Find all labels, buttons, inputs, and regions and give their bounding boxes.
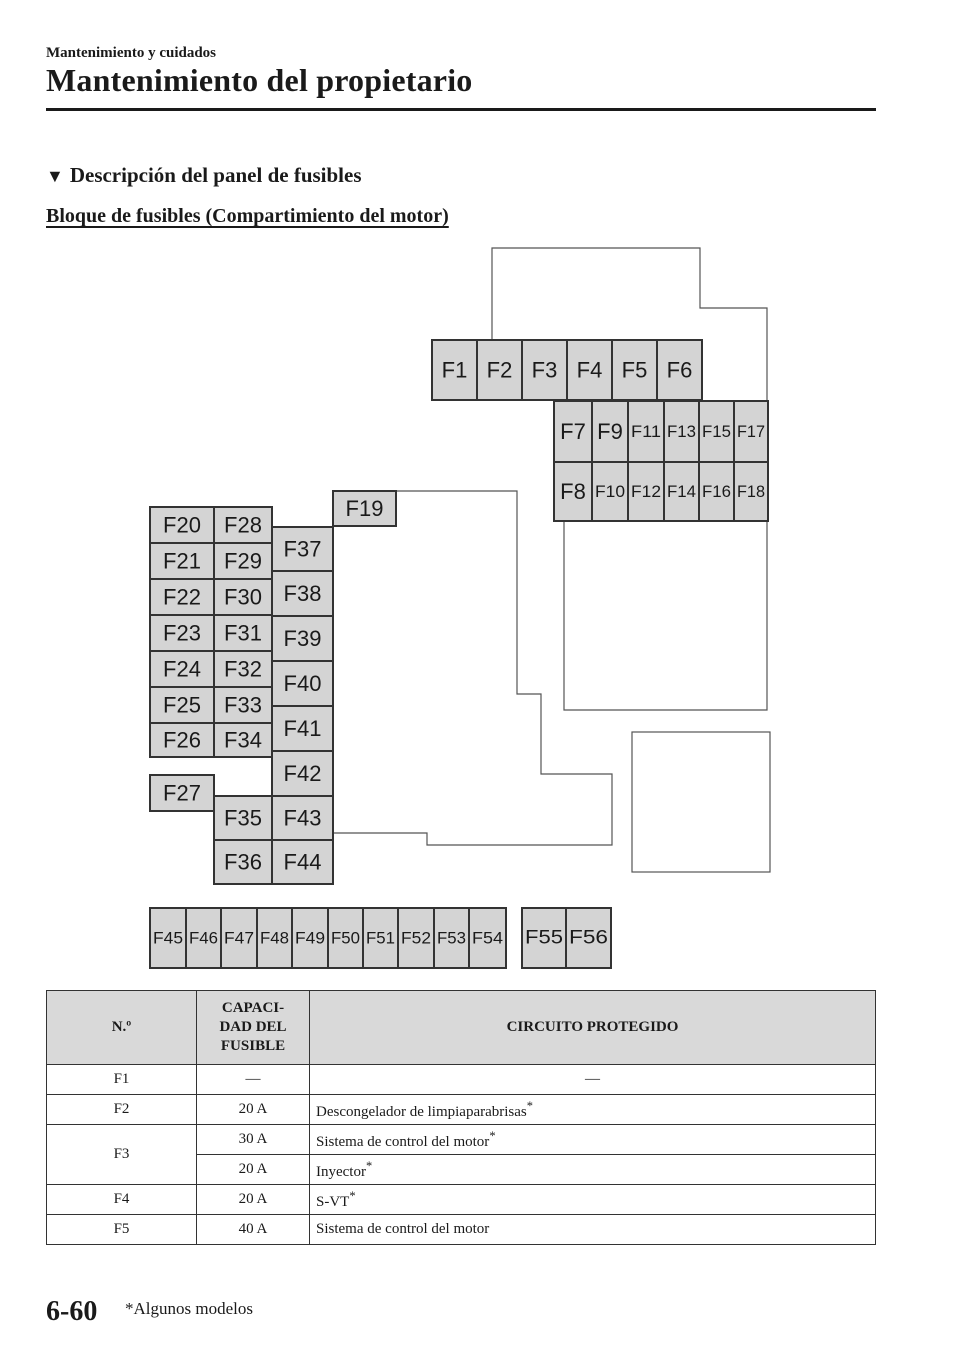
fuse-label: F43 xyxy=(283,805,322,831)
table-row xyxy=(47,1215,876,1245)
cell-capacity: 20 A xyxy=(197,1095,310,1125)
fuse-label: F15 xyxy=(702,422,731,441)
page-title: Mantenimiento del propietario xyxy=(46,62,473,98)
fuse-label: F14 xyxy=(667,482,696,501)
fuse-f34 xyxy=(214,723,272,757)
table-row xyxy=(47,1125,876,1155)
circuit-text: Sistema de control del motor xyxy=(316,1133,490,1150)
fuse-f1 xyxy=(432,340,477,400)
fuse-label: F20 xyxy=(163,512,201,538)
fuse-label: F37 xyxy=(283,536,322,562)
fuse-label: F19 xyxy=(345,496,384,521)
fuse-label: F3 xyxy=(531,357,558,383)
fuse-label: F29 xyxy=(224,548,262,574)
fuse-label: F2 xyxy=(486,357,513,383)
fuse-label: F45 xyxy=(153,928,183,948)
cell-capacity: 20 A xyxy=(197,1185,310,1215)
fuse-f41 xyxy=(272,706,333,751)
fuse-f23 xyxy=(150,615,214,651)
fuse-f53 xyxy=(434,908,469,968)
fuse-f19 xyxy=(333,491,396,526)
fuse-label: F7 xyxy=(560,419,586,444)
fuse-label: F6 xyxy=(666,357,693,383)
fuse-f15 xyxy=(699,401,734,462)
cell-no: F2 xyxy=(47,1095,197,1125)
fuse-label: F30 xyxy=(224,584,262,610)
fuse-f45 xyxy=(150,908,186,968)
fuse-label: F41 xyxy=(283,716,322,741)
fuse-label: F8 xyxy=(560,479,586,504)
fuse-f30 xyxy=(214,579,272,615)
relay-outline xyxy=(632,732,770,872)
fuse-label: F52 xyxy=(401,928,431,948)
fuse-label: F51 xyxy=(366,928,395,948)
cell-capacity: 20 A xyxy=(197,1155,310,1185)
fuse-f25 xyxy=(150,687,214,723)
fuse-f28 xyxy=(214,507,272,543)
fuse-label: F9 xyxy=(597,419,623,444)
fuse-f37 xyxy=(272,527,333,571)
fuse-f10 xyxy=(592,462,628,521)
fuse-label: F21 xyxy=(163,548,201,574)
fuse-f35 xyxy=(214,796,272,840)
circuit-text: Descongelador de limpiaparabrisas xyxy=(316,1103,527,1120)
page-number: 6-60 xyxy=(46,1296,98,1327)
cell-circuit xyxy=(310,1155,876,1185)
fuse-label: F44 xyxy=(283,849,322,875)
fuse-f13 xyxy=(664,401,699,462)
fuse-f8 xyxy=(554,462,592,521)
fuse-f24 xyxy=(150,651,214,687)
cell-capacity: — xyxy=(197,1065,310,1095)
fuse-f50 xyxy=(328,908,363,968)
footnote-marker: * xyxy=(349,1188,356,1203)
cell-capacity: 30 A xyxy=(197,1125,310,1155)
fuse-label: F23 xyxy=(163,620,201,646)
fuse-label: F49 xyxy=(295,928,325,948)
triangle-down-icon: ▼ xyxy=(46,166,64,186)
fuse-f6 xyxy=(657,340,702,400)
fuse-f44 xyxy=(272,840,333,884)
fuse-label: F56 xyxy=(569,927,608,949)
footnote-marker: * xyxy=(489,1128,496,1143)
table-header-row xyxy=(47,991,876,1065)
fuse-label: F1 xyxy=(441,357,468,383)
fuse-label: F42 xyxy=(283,761,322,786)
cell-circuit: — xyxy=(310,1065,876,1095)
fuse-f9 xyxy=(592,401,628,462)
fuse-f26 xyxy=(150,723,214,757)
fuse-label: F48 xyxy=(260,928,289,948)
fuse-f47 xyxy=(221,908,257,968)
housing-outline-middle xyxy=(333,491,612,845)
fuse-group xyxy=(150,340,768,968)
fuse-label: F27 xyxy=(163,780,201,806)
fuse-label: F38 xyxy=(283,581,322,606)
fuse-f11 xyxy=(628,401,664,462)
fuse-label: F11 xyxy=(631,422,661,441)
fuse-f3 xyxy=(522,340,567,400)
fuse-label: F34 xyxy=(224,727,262,753)
fuse-f51 xyxy=(363,908,398,968)
cell-circuit xyxy=(310,1185,876,1215)
header-capacity xyxy=(197,991,310,1065)
fuse-f2 xyxy=(477,340,522,400)
fuse-label: F5 xyxy=(621,357,648,383)
cell-no: F4 xyxy=(47,1185,197,1215)
fuse-label: F33 xyxy=(224,692,262,718)
fuse-f38 xyxy=(272,571,333,616)
cell-circuit xyxy=(310,1125,876,1155)
fuse-f33 xyxy=(214,687,272,723)
footnote-marker: * xyxy=(526,1098,534,1113)
table-row xyxy=(47,1185,876,1215)
fuse-f36 xyxy=(214,840,272,884)
fuse-label: F32 xyxy=(224,656,262,682)
fuse-f32 xyxy=(214,651,272,687)
fuse-f12 xyxy=(628,462,664,521)
fuse-f7 xyxy=(554,401,592,462)
fuse-f17 xyxy=(734,401,768,462)
fuse-label: F16 xyxy=(702,482,731,501)
fuse-f52 xyxy=(398,908,434,968)
fuse-label: F35 xyxy=(224,805,262,831)
fuse-label: F50 xyxy=(331,928,360,948)
fuse-label: F26 xyxy=(163,727,201,753)
header-capacity-line: DAD DEL xyxy=(219,1019,287,1036)
fuse-f40 xyxy=(272,661,333,706)
fuse-f39 xyxy=(272,616,333,661)
fuse-f56 xyxy=(566,908,611,968)
fuse-f16 xyxy=(699,462,734,521)
fuse-f43 xyxy=(272,796,333,840)
fuse-label: F46 xyxy=(189,928,218,948)
circuit-text: S-VT xyxy=(316,1193,350,1210)
fuse-label: F4 xyxy=(576,357,603,383)
fuse-f4 xyxy=(567,340,612,400)
fuse-label: F39 xyxy=(283,626,322,651)
fuse-f14 xyxy=(664,462,699,521)
table-row xyxy=(47,1095,876,1125)
cell-no: F5 xyxy=(47,1215,197,1245)
cell-capacity: 40 A xyxy=(197,1215,310,1245)
fuse-label: F12 xyxy=(631,482,661,501)
fuse-label: F28 xyxy=(224,512,262,538)
fuse-f21 xyxy=(150,543,214,579)
fuse-label: F25 xyxy=(163,692,201,718)
footnote-marker: * xyxy=(365,1158,373,1173)
fuse-label: F40 xyxy=(283,671,322,696)
fuse-f42 xyxy=(272,751,333,796)
fuse-label: F31 xyxy=(224,620,262,646)
fuse-label: F13 xyxy=(667,422,696,441)
fuse-label: F22 xyxy=(163,584,201,610)
table-row xyxy=(47,1065,876,1095)
fuse-f29 xyxy=(214,543,272,579)
fuse-label: F54 xyxy=(472,928,503,948)
fuse-label: F55 xyxy=(525,927,563,949)
fuse-f46 xyxy=(186,908,221,968)
header-capacity-line: FUSIBLE xyxy=(220,1037,286,1054)
header-circuit: CIRCUITO PROTEGIDO xyxy=(310,991,876,1065)
footnote: *Algunos modelos xyxy=(125,1299,253,1318)
fuse-label: F10 xyxy=(595,482,625,501)
circuit-text: Inyector xyxy=(316,1163,366,1180)
fuse-f48 xyxy=(257,908,292,968)
fuse-label: F24 xyxy=(163,656,201,682)
cell-circuit xyxy=(310,1095,876,1125)
fuse-f27 xyxy=(150,775,214,811)
header-no: N.º xyxy=(47,991,197,1065)
cell-circuit: Sistema de control del motor xyxy=(310,1215,876,1245)
fuse-f55 xyxy=(522,908,566,968)
fuse-f5 xyxy=(612,340,657,400)
fuse-label: F18 xyxy=(737,482,765,501)
fuse-label: F36 xyxy=(224,849,262,875)
fuse-f49 xyxy=(292,908,328,968)
fuse-f22 xyxy=(150,579,214,615)
fuse-label: F17 xyxy=(737,422,765,441)
fuse-f20 xyxy=(150,507,214,543)
fuse-table xyxy=(46,990,876,1245)
fuse-f54 xyxy=(469,908,506,968)
fuse-f31 xyxy=(214,615,272,651)
fuse-label: F53 xyxy=(437,928,466,948)
header-capacity-line: CAPACI- xyxy=(221,1000,285,1017)
cell-no: F3 xyxy=(47,1125,197,1185)
fuse-f18 xyxy=(734,462,768,521)
breadcrumb: Mantenimiento y cuidados xyxy=(46,45,217,61)
section-heading-text: Descripción del panel de fusibles xyxy=(69,163,362,187)
cell-no: F1 xyxy=(47,1065,197,1095)
fuse-label: F47 xyxy=(224,928,254,948)
subheading: Bloque de fusibles (Compartimiento del motor) xyxy=(46,205,449,227)
